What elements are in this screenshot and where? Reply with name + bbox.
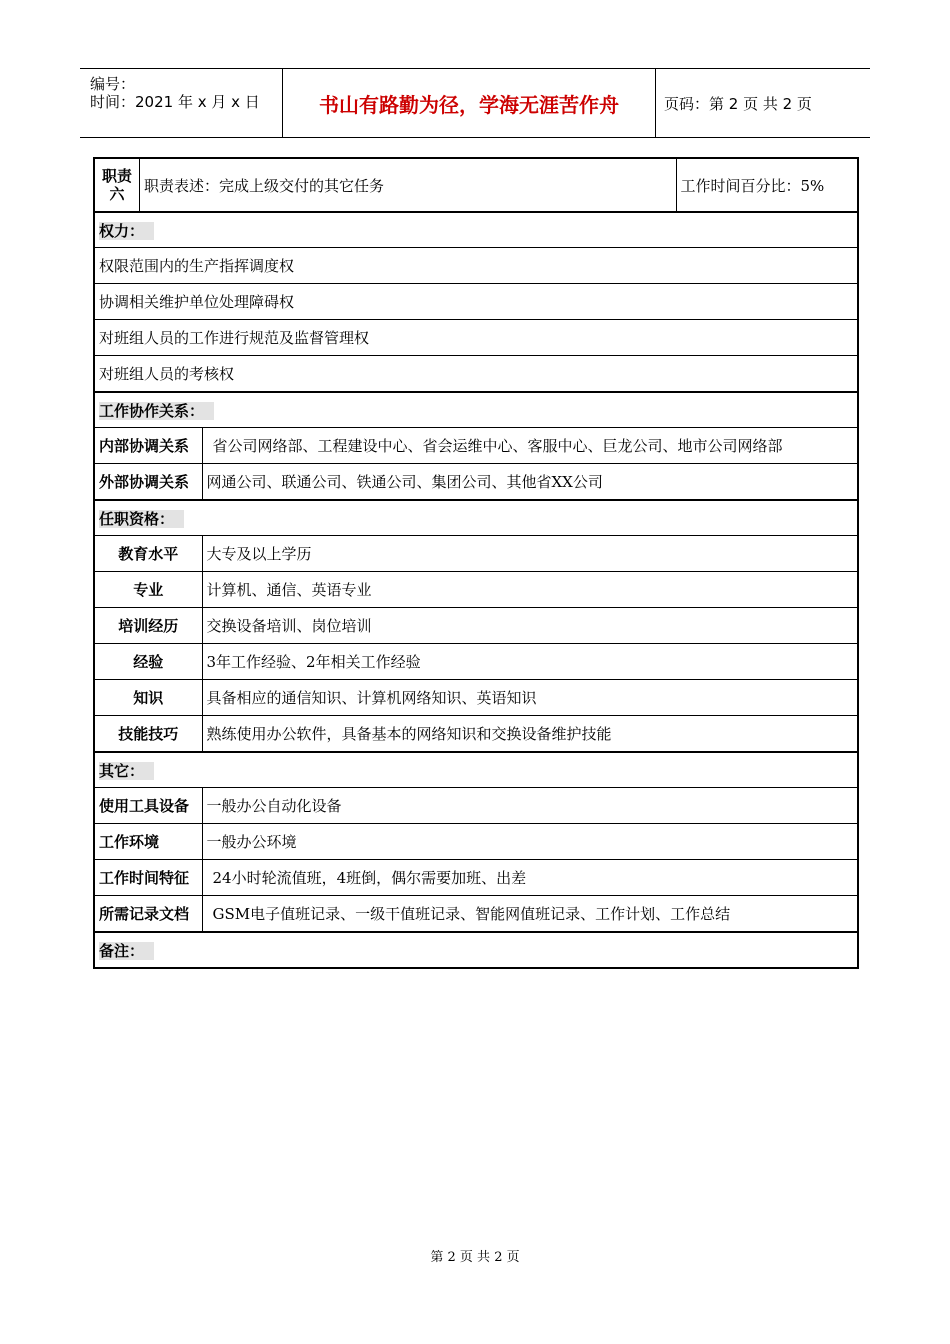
authority-item: 对班组人员的考核权 — [94, 356, 858, 393]
relations-title: 工作协作关系： — [99, 402, 214, 420]
job-description-table — [93, 157, 859, 969]
other-value: GSM电子值班记录、一级干值班记录、智能网值班记录、工作计划、工作总结 — [202, 896, 858, 933]
qualification-value: 大专及以上学历 — [202, 536, 858, 572]
qualification-row — [94, 716, 858, 753]
other-row — [94, 824, 858, 860]
authority-item: 协调相关维护单位处理障碍权 — [94, 284, 858, 320]
internal-relations-value: 省公司网络部、工程建设中心、省会运维中心、客服中心、巨龙公司、地市公司网络部 — [202, 428, 858, 464]
qualification-value: 3年工作经验、2年相关工作经验 — [202, 644, 858, 680]
page-header — [80, 68, 870, 138]
qualification-label: 教育水平 — [94, 536, 202, 572]
other-label: 工作时间特征 — [94, 860, 202, 896]
qualification-label: 培训经历 — [94, 608, 202, 644]
page-info: 页码：第 2 页 共 2 页 — [664, 94, 812, 113]
internal-relations-row — [94, 428, 858, 464]
authority-title-cell — [94, 212, 858, 248]
qualifications-title: 任职资格： — [99, 510, 184, 528]
duty6-desc: 职责表述：完成上级交付的其它任务 — [144, 176, 385, 195]
other-value: 一般办公环境 — [202, 824, 858, 860]
qualification-row — [94, 536, 858, 572]
authority-item: 权限范围内的生产指挥调度权 — [94, 248, 858, 284]
header-meta — [80, 69, 282, 137]
internal-relations-label: 内部协调关系 — [94, 428, 202, 464]
other-value: 24小时轮流值班，4班倒，偶尔需要加班、出差 — [202, 860, 858, 896]
number-label: 编号： — [90, 75, 136, 93]
qualification-label: 经验 — [94, 644, 202, 680]
page-footer: 第 2 页 共 2 页 — [430, 1250, 520, 1265]
other-label: 使用工具设备 — [94, 788, 202, 824]
qualification-value: 具备相应的通信知识、计算机网络知识、英语知识 — [202, 680, 858, 716]
qualification-value: 交换设备培训、岗位培训 — [202, 608, 858, 644]
duty6-row — [94, 158, 858, 212]
other-row — [94, 860, 858, 896]
other-row — [94, 788, 858, 824]
qualification-row — [94, 572, 858, 608]
qualification-row — [94, 644, 858, 680]
qualifications-title-cell — [94, 500, 858, 536]
qualification-label: 专业 — [94, 572, 202, 608]
remarks-title: 备注： — [99, 942, 154, 960]
qualification-label: 技能技巧 — [94, 716, 202, 753]
motto: 书山有路勤为径，学海无涯苦作舟 — [282, 69, 656, 137]
qualification-row — [94, 680, 858, 716]
remarks-title-cell — [94, 932, 858, 968]
other-label: 工作环境 — [94, 824, 202, 860]
other-row — [94, 896, 858, 933]
qualification-value: 熟练使用办公软件，具备基本的网络知识和交换设备维护技能 — [202, 716, 858, 753]
duty6-percent: 工作时间百分比：5% — [676, 158, 858, 212]
other-title-cell — [94, 752, 858, 788]
external-relations-label: 外部协调关系 — [94, 464, 202, 501]
time-label: 时间：2021 年 x 月 x 日 — [90, 93, 260, 111]
authority-title: 权力： — [99, 222, 154, 240]
qualification-value: 计算机、通信、英语专业 — [202, 572, 858, 608]
qualification-row — [94, 608, 858, 644]
other-value: 一般办公自动化设备 — [202, 788, 858, 824]
relations-title-cell — [94, 392, 858, 428]
authority-item: 对班组人员的工作进行规范及监督管理权 — [94, 320, 858, 356]
qualification-label: 知识 — [94, 680, 202, 716]
duty6-label: 职责六 — [95, 159, 140, 211]
other-label: 所需记录文档 — [94, 896, 202, 933]
other-title: 其它： — [99, 762, 154, 780]
external-relations-row — [94, 464, 858, 501]
external-relations-value: 网通公司、联通公司、铁通公司、集团公司、其他省XX公司 — [202, 464, 858, 501]
